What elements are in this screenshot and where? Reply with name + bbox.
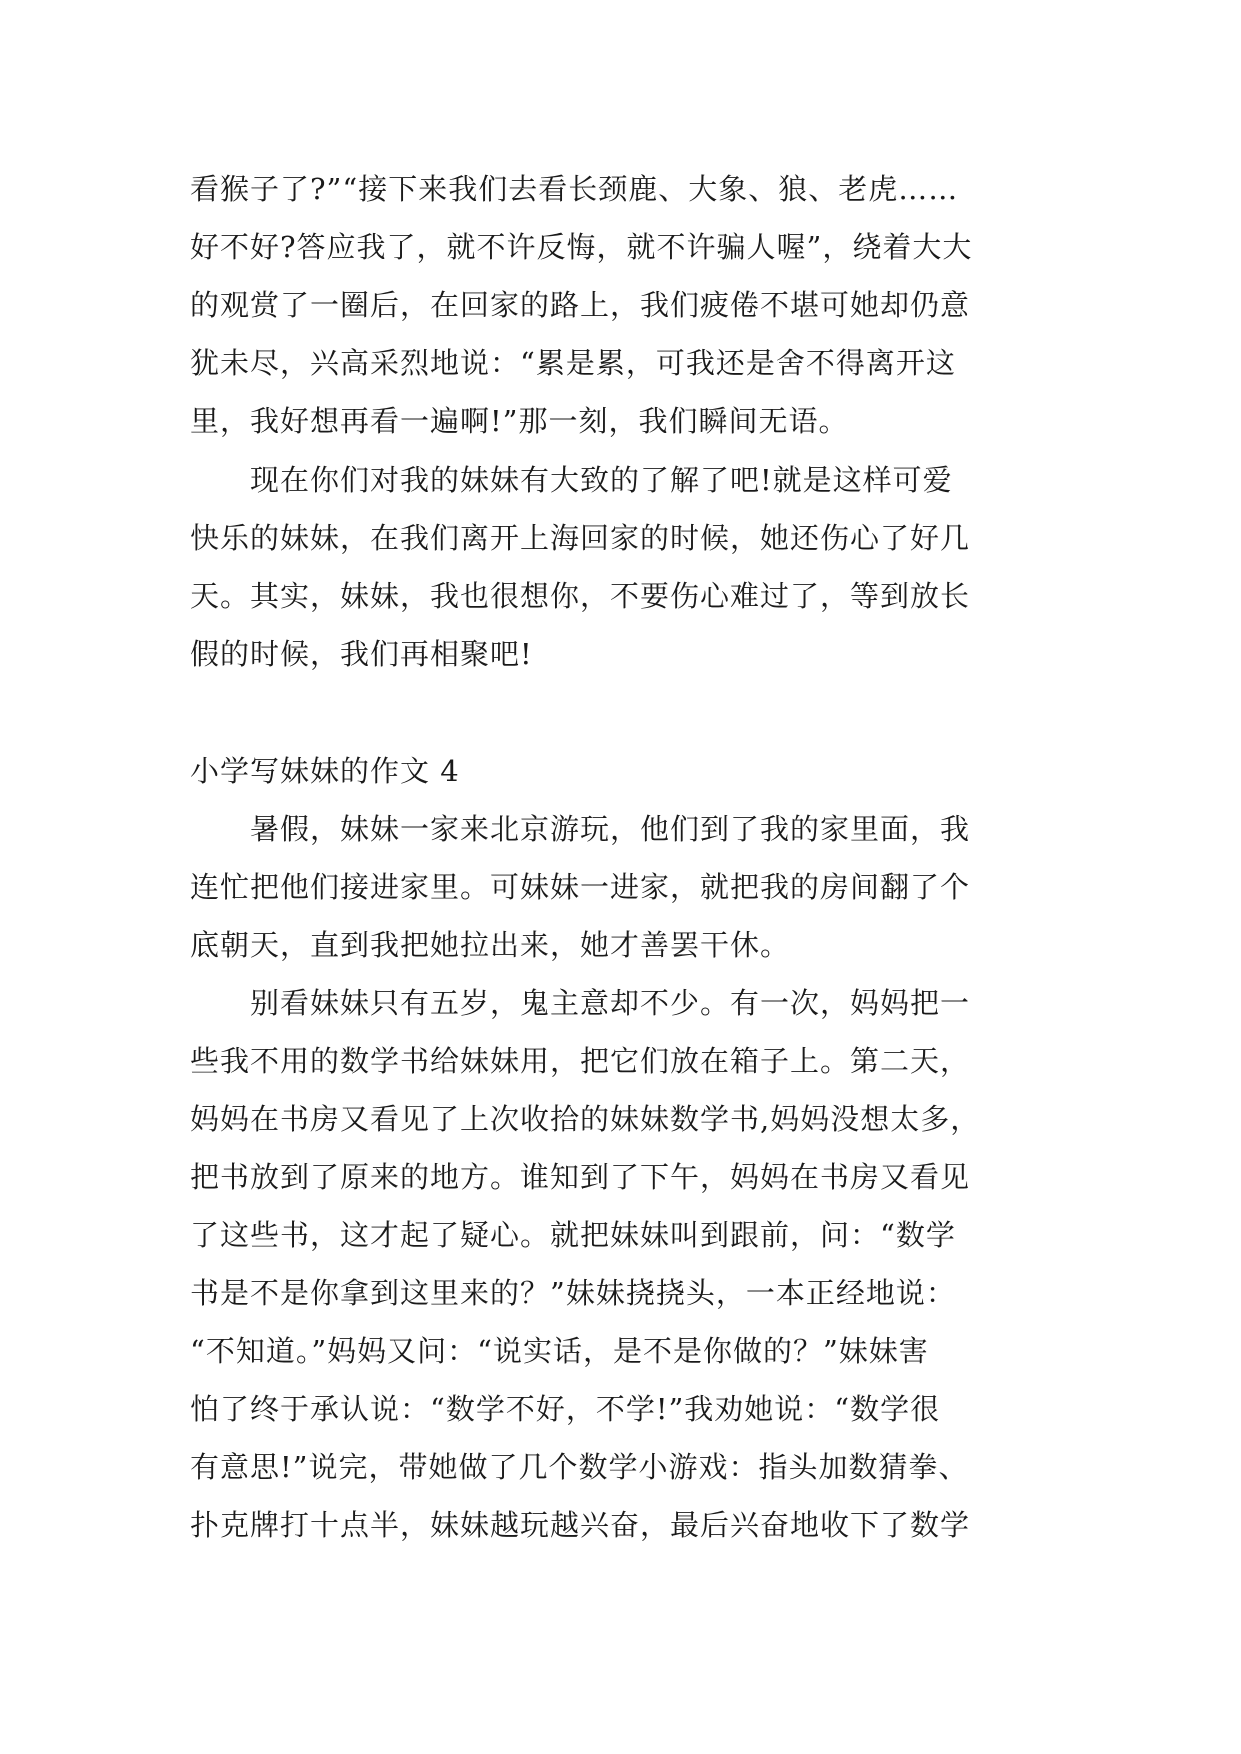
text-line: 书是不是你拿到这里来的？”妹妹挠挠头，一本正经地说： xyxy=(190,1276,956,1310)
text-line: 些我不用的数学书给妹妹用，把它们放在箱子上。第二天， xyxy=(190,1044,971,1078)
text-line: 底朝天，直到我把她拉出来，她才善罢干休。 xyxy=(190,928,791,962)
text-line: 天。其实，妹妹，我也很想你，不要伤心难过了，等到放长 xyxy=(190,579,971,613)
text-line: 假的时候，我们再相聚吧! xyxy=(190,637,533,671)
paragraph-continued xyxy=(190,160,1060,450)
text-line: “不知道。”妈妈又问：“说实话，是不是你做的？”妹妹害 xyxy=(190,1334,929,1368)
text-line: 好不好?答应我了，就不许反悔，就不许骗人喔”，绕着大大 xyxy=(190,230,973,264)
text-line: 怕了终于承认说：“数学不好，不学!”我劝她说：“数学很 xyxy=(190,1392,941,1426)
text-line: 的观赏了一圈后，在回家的路上，我们疲倦不堪可她却仍意 xyxy=(190,288,971,322)
text-line: 有意思!”说完，带她做了几个数学小游戏：指头加数猜拳、 xyxy=(190,1450,969,1484)
text-line: 犹未尽，兴高采烈地说：“累是累，可我还是舍不得离开这 xyxy=(190,346,956,380)
text-line: 把书放到了原来的地方。谁知到了下午，妈妈在书房又看见 xyxy=(190,1160,971,1194)
paragraph xyxy=(190,800,1060,974)
paragraph xyxy=(190,974,1060,1554)
text-line: 看猴子了?”“接下来我们去看长颈鹿、大象、狼、老虎…… xyxy=(190,172,959,206)
text-line: 了这些书，这才起了疑心。就把妹妹叫到跟前，问：“数学 xyxy=(190,1218,956,1252)
text-line: 暑假，妹妹一家来北京游玩，他们到了我的家里面，我 xyxy=(250,812,971,846)
heading-text: 小学写妹妹的作文 4 xyxy=(190,754,460,788)
text-line: 扑克牌打十点半，妹妹越玩越兴奋，最后兴奋地收下了数学 xyxy=(190,1508,971,1542)
section-heading xyxy=(190,742,1060,800)
paragraph xyxy=(190,451,1060,683)
text-line: 现在你们对我的妹妹有大致的了解了吧!就是这样可爱 xyxy=(250,463,953,497)
text-line: 快乐的妹妹，在我们离开上海回家的时候，她还伤心了好几 xyxy=(190,521,971,555)
text-line: 别看妹妹只有五岁，鬼主意却不少。有一次，妈妈把一 xyxy=(250,986,971,1020)
text-line: 妈妈在书房又看见了上次收拾的妹妹数学书,妈妈没想太多， xyxy=(190,1102,981,1136)
text-line: 里，我好想再看一遍啊!”那一刻，我们瞬间无语。 xyxy=(190,404,849,438)
text-line: 连忙把他们接进家里。可妹妹一进家，就把我的房间翻了个 xyxy=(190,870,971,904)
